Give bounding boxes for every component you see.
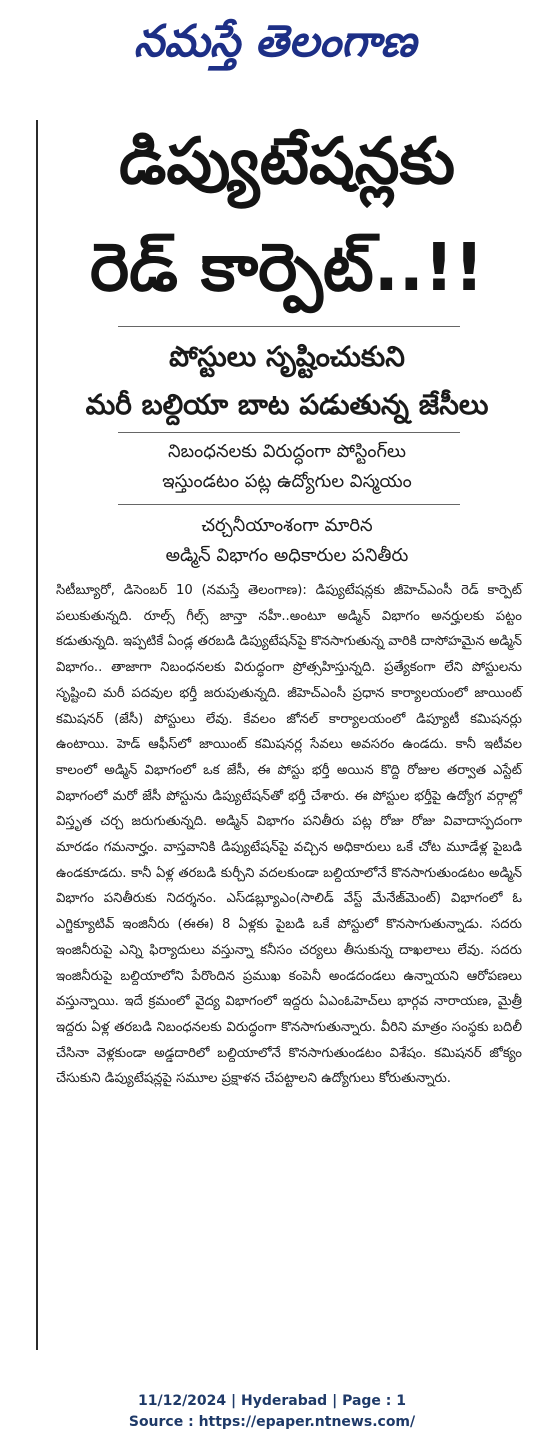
divider-top [118, 326, 460, 327]
footer-date-line: 11/12/2024 | Hyderabad | Page : 1 [137, 1393, 407, 1409]
article-body: సిటీబ్యూరో, డిసెంబర్ 10 (నమస్తే తెలంగాణ): డిప్యుటేషన్లకు జీహెచ్ఎంసీ రెడ్ కార్పెట్ పలుకుతున్నది. రూల్స్ గీల్స్ జాన్తా నహీ..అంటూ అడ్మిన్ విభాగం అనర్హులకు పట్టం కడుతున్నది. ఇప్పటికే ఏండ్ల తరబడి డిప్యుటేషన్‌పై కొనసాగుతున్న వారికి దాసోహమైన అడ్మిన్ విభాగం.. తాజాగా నిబంధనలకు విరుద్ధంగా ప్రోత్సహిస్తున్నది. ప్రత్యేకంగా లేని పోస్టులను సృష్టించి మరీ పదవుల భర్తీ జరుపుతున్నది. జీహెచ్ఎంసీ ప్రధాన కార్యాలయంలో జాయింట్ కమిషనర్ (జేసీ) పోస్టులు లేవు. కేవలం జోనల్ కార్యాలయంలో డిప్యూటీ కమిషనర్లు ఉంటాయి. హెడ్ ఆఫీస్‌లో జాయింట్ కమిషనర్ల సేవలు అవసరం ఉండదు. కానీ ఇటీవల కాలంలో అడ్మిన్ విభాగంలో ఒక జేసీ, ఈ పోస్టు భర్తీ అయిన కొద్ది రోజుల తర్వాత ఎస్టేట్ విభాగంలో మరో జేసీ పోస్టును డిప్యుటేషన్‌తో భర్తీ చేశారు. ఈ పోస్టుల భర్తీపై ఉద్యోగ వర్గాల్లో విస్తృత చర్చ జరుగుతున్నది. అడ్మిన్ విభాగం పనితీరు పట్ల రోజు రోజు వివాదాస్పదంగా మారడం గమనార్హం. వాస్తవానికి డిప్యుటేషన్‌పై వచ్చిన అధికారులు ఒకే చోట మూడేళ్ల పైబడి ఉండకూడదు. కానీ ఏళ్ల తరబడి కుర్చీని వదలకుండా బల్దియాలోనే కొనసాగుతుండటం అడ్మిన్ విభాగం పనితీరుకు నిదర్శనం. ఎస్‌డబ్ల్యూఎం(సాలిడ్ వేస్ట్ మేనేజ్‌మెంట్) విభాగంలో ఓ ఎగ్జిక్యూటివ్ ఇంజినీరు (ఈఈ) 8 ఏళ్లకు పైబడి ఒకే పోస్టులో కొనసాగుతున్నాడు. సదరు ఇంజినీరుపై ఎన్ని ఫిర్యాదులు వస్తున్నా కనీసం చర్యలు తీసుకున్న దాఖలాలు లేవు. సదరు ఇంజినీరుపై బల్దియాలోని పేరొందిన ప్రముఖ కంపెనీ అండదండలు ఉన్నాయని ఆరోపణలు వస్తున్నాయి. ఇదే క్రమంలో వైద్య విభాగంలో ఇద్దరు ఏఎంఓహెచ్‌లు భార్గవ నారాయణ, మైత్రీ ఇద్దరు ఏళ్ల తరబడి నిబంధనలకు విరుద్ధంగా కొనసాగుతున్నారు. వీరిని మాత్రం సంస్థకు బదిలీ చేసినా వెళ్లకుండా అడ్డదారిలో బల్దియాలోనే కొనసాగుతుండటం విశేషం. కమిషనర్ జోక్యం చేసుకుని డిప్యుటేషన్లపై సమూల ప్రక్షాళన చేపట్టాలని ఉద్యోగులు కోరుతున్నారు. [56, 583, 522, 1087]
footer-source-line: Source : https://epaper.ntnews.com/ [128, 1414, 416, 1430]
divider-middle [118, 432, 460, 433]
column-rule [36, 120, 38, 1350]
deck-line-1: నిబంధనలకు విరుద్ధంగా పోస్టింగ్‌లు [168, 441, 406, 462]
subheadline-line-1: పోస్టులు సృష్టించుకుని [169, 340, 405, 373]
deck-line-4: అడ్మిన్ విభాగం అధికారుల పనితీరు [165, 545, 409, 566]
headline-line-1: డిప్యుటేషన్లకు [118, 125, 456, 199]
masthead [20, 10, 530, 84]
subheadline-line-2: మరీ బల్దియా బాట పడుతున్న జేసీలు [85, 388, 489, 421]
deck-line-3: చర్చనీయాంశంగా మారిన [201, 515, 373, 536]
deck-line-2: ఇస్తుండటం పట్ల ఉద్యోగుల విస్మయం [162, 471, 412, 492]
divider-deck [118, 504, 460, 505]
headline-line-2: రెడ్ కార్పెట్..!! [89, 229, 485, 306]
newspaper-logo: నమస్తే తెలంగాణ [133, 16, 417, 67]
